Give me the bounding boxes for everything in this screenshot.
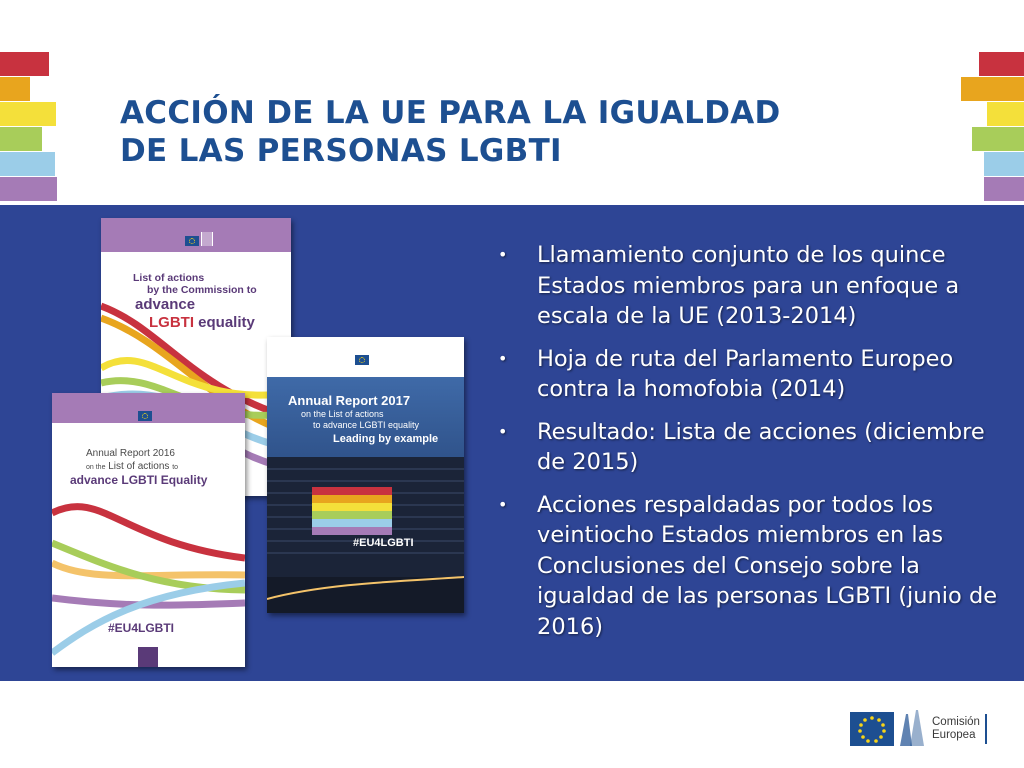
european-commission-logo (846, 706, 996, 750)
bullet-item (498, 490, 1018, 643)
cover-2017-line1: Annual Report 2017 (288, 393, 411, 408)
cover-list-lgbti: LGBTI (149, 314, 194, 331)
berlaymont-building-graphic (267, 337, 464, 613)
bullet-text: Acciones respaldadas por todos los veintiocho Estados miembros en las Conclusiones del Consejo sobre la igualdad de las personas LGBTI (junio de 2016) (537, 491, 998, 640)
cover-2017-line4: Leading by example (333, 433, 439, 445)
cover-2016-on-the: on the (86, 464, 106, 471)
cover-list-line1: List of actions (133, 272, 205, 284)
eu-flag-icon (850, 712, 894, 746)
bullet-text: Resultado: Lista de acciones (diciembre de 2015) (537, 418, 985, 475)
cover-2016-line3: advance LGBTI Equality (70, 473, 208, 487)
cover-2017-hashtag: #EU4LGBTI (353, 537, 414, 549)
cover-2016-footer-strip (138, 647, 158, 667)
cover-2016-list-of-actions: List of actions (108, 461, 170, 472)
berlaymont-building-icon (898, 708, 928, 748)
bullet-item (498, 240, 1018, 332)
cover-2017-line3: to advance LGBTI equality (313, 420, 420, 430)
stripe-yellow-left (0, 102, 56, 126)
stripe-red-right (979, 52, 1024, 76)
bullet-dot-icon: • (498, 245, 508, 264)
cover-2017-line2: on the List of actions (301, 409, 384, 419)
logo-text-line1: Comisión (932, 716, 980, 728)
cover-2016-to: to (172, 464, 179, 471)
stripe-blue-right (984, 152, 1024, 176)
cover-list-line2: by the Commission to (147, 284, 257, 296)
stripe-orange-right (961, 77, 1024, 101)
bullet-item (498, 344, 1018, 405)
logo-divider (985, 714, 987, 744)
cover-list-line3: advance (135, 296, 196, 313)
bullet-item (498, 417, 1018, 478)
cover-annual-report-2017 (267, 337, 464, 613)
bullet-dot-icon: • (498, 494, 508, 514)
stripe-green-right (972, 127, 1024, 151)
stripe-yellow-right (987, 102, 1024, 126)
cover-list-equality: equality (198, 314, 255, 331)
slide-title (120, 94, 920, 170)
bullet-text: Hoja de ruta del Parlamento Europeo contra la homofobia (2014) (537, 345, 954, 402)
cover-2016-hashtag: #EU4LGBTI (108, 621, 175, 635)
stripe-purple-right (984, 177, 1024, 201)
bullet-list (498, 240, 1018, 654)
stripe-red-left (0, 52, 49, 76)
logo-text-line2: Europea (932, 729, 976, 741)
cover-2016-line1: Annual Report 2016 (86, 448, 175, 459)
slide-title-line1: ACCIÓN DE LA UE PARA LA IGUALDAD (120, 95, 781, 131)
stripe-blue-left (0, 152, 55, 176)
bullet-dot-icon: • (498, 421, 508, 441)
stripe-orange-left (0, 77, 30, 101)
bullet-text: Llamamiento conjunto de los quince Estados miembros para un enfoque a escala de la UE (2013-2014) (537, 242, 960, 329)
bullet-dot-icon: • (498, 348, 508, 368)
stripe-purple-left (0, 177, 57, 201)
slide-title-line2: DE LAS PERSONAS LGBTI (120, 133, 562, 169)
stripe-green-left (0, 127, 42, 151)
logo-text (932, 716, 980, 742)
cover-annual-report-2016 (52, 393, 245, 667)
